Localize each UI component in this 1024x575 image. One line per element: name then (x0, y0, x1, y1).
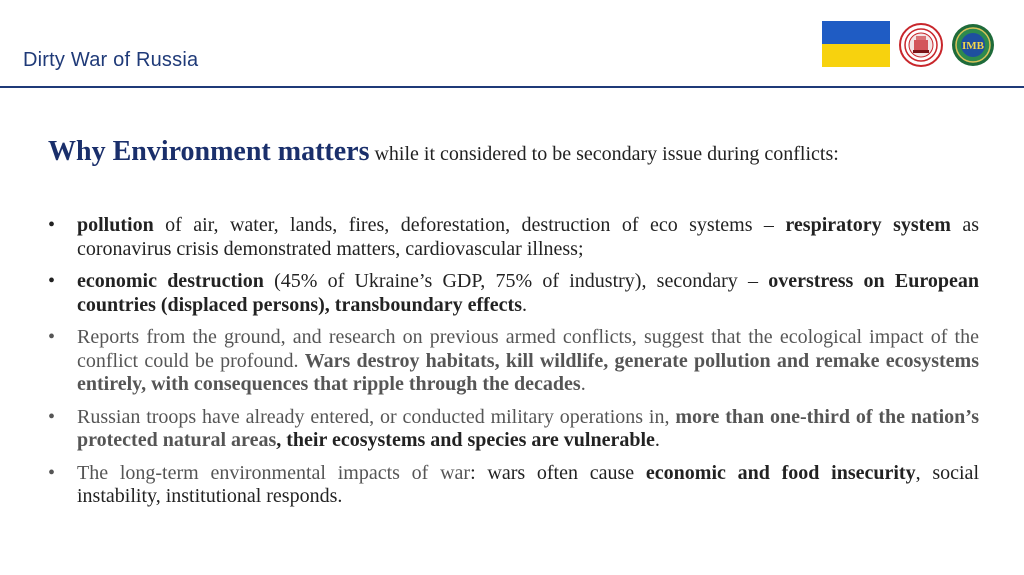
bullet-text-bold: economic and food insecurity (645, 461, 916, 484)
imb-logo-icon (951, 23, 995, 67)
bullet-text-bold: pollution (77, 214, 154, 236)
ukraine-flag-icon (822, 21, 890, 67)
header-divider (0, 86, 1024, 88)
bullet-item-economic (48, 270, 979, 317)
bullet-text: (45% of Ukraine’s GDP, 75% of industry), secondary – (263, 270, 769, 292)
bullet-marker: • (48, 461, 56, 484)
bullet-text-bold: respiratory system (785, 214, 951, 236)
bullet-text: . (522, 293, 527, 316)
bullet-list (48, 214, 979, 518)
bullet-marker: • (48, 270, 56, 292)
bullet-text: The long-term environmental impacts of war (77, 461, 471, 484)
bullet-marker: • (48, 405, 56, 428)
bullet-text-bold: , their ecosystems and species are vulnerable (276, 429, 655, 451)
bullet-text-bold: overstress on European countries (displaced persons), transboundary effects (77, 270, 980, 316)
bullet-text: , social instability, institutional responds. (77, 461, 979, 507)
bullet-marker: • (48, 326, 56, 348)
bullet-text: : wars often cause (470, 461, 646, 484)
bullet-text-bold: Wars destroy habitats, kill wildlife, generate pollution and remake ecosystems entirely, with consequences that ripple through the decades (77, 349, 979, 395)
university-seal-icon (899, 23, 943, 67)
bullet-text: . (654, 429, 660, 451)
bullet-text: as coronavirus crisis demonstrated matters, cardiovascular illness; (77, 214, 979, 260)
slide-heading (48, 136, 988, 168)
bullet-item-pollution (48, 214, 979, 261)
bullet-text: of air, water, lands, fires, deforestation, destruction of eco systems – (153, 214, 786, 236)
page-title: Dirty War of Russia (23, 49, 199, 71)
bullet-item-longterm (48, 462, 979, 509)
bullet-text: Reports from the ground, and research on previous armed conflicts, suggest that the ecological impact of the conflict could be profound. (77, 326, 979, 372)
bullet-text: Russian troops have already entered, or conducted military operations in, (77, 405, 676, 428)
bullet-item-troops (48, 406, 979, 453)
heading-rest: while it considered to be secondary issue during conflicts: (369, 143, 839, 165)
bullet-text: . (580, 373, 586, 395)
imb-logo-text: IMB (962, 40, 984, 52)
bullet-text-bold: more than one-third of the nation’s protected natural areas (77, 405, 979, 451)
bullet-marker: • (48, 214, 56, 236)
bullet-text-bold: economic destruction (77, 270, 264, 292)
bullet-item-reports (48, 326, 979, 397)
heading-emphasis: Why Environment matters (48, 136, 370, 167)
